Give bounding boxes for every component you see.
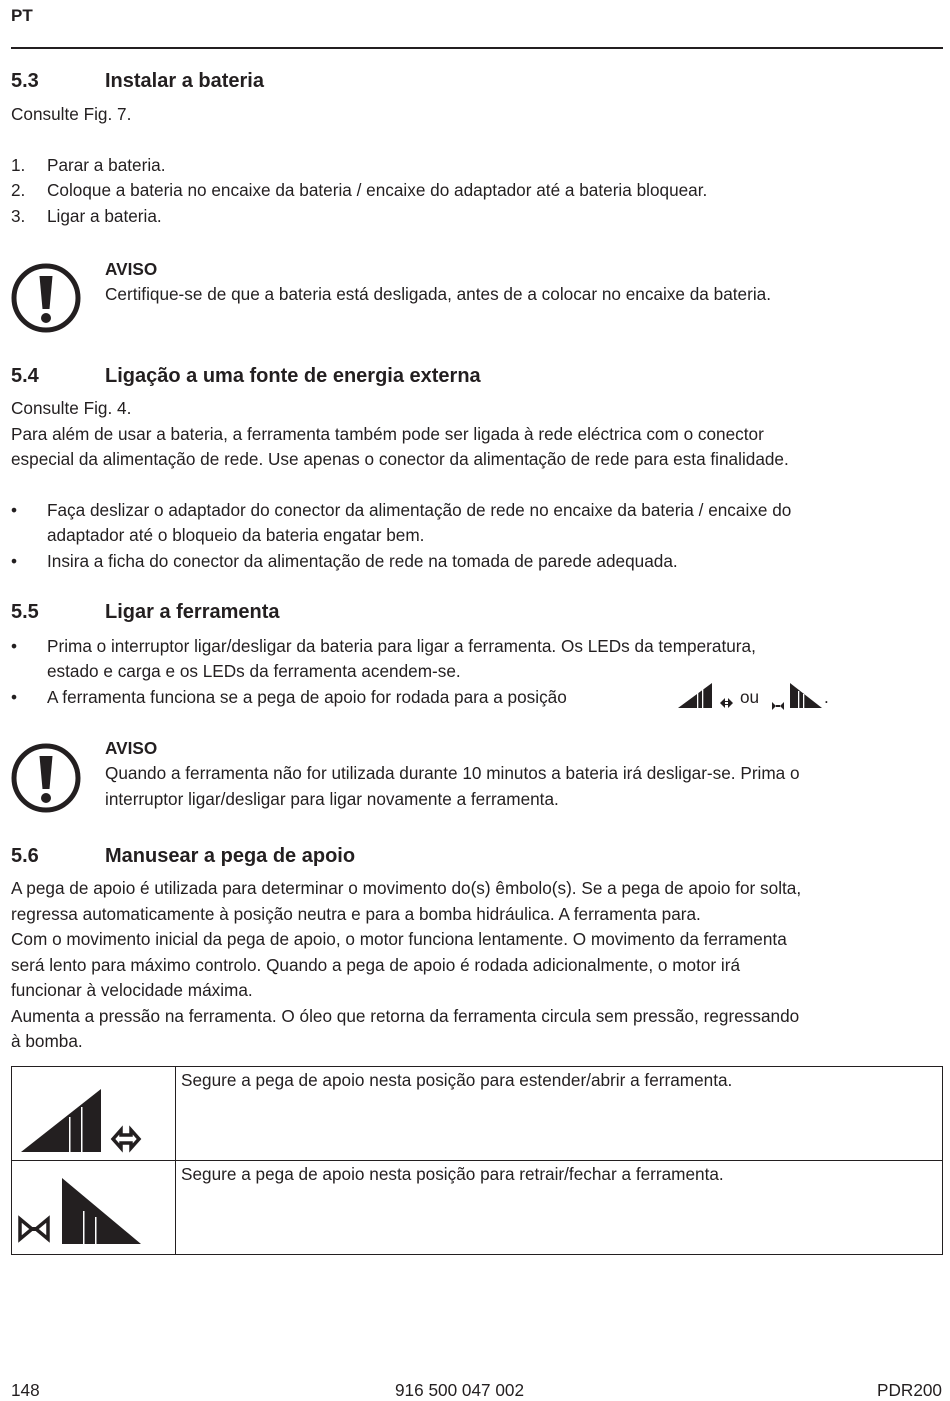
figure-reference: Consulte Fig. 7. [11, 104, 132, 124]
warning-title: AVISO [105, 738, 158, 758]
warning-text: Certifique-se de que a bateria está desligada, antes de a colocar no encaixe da bateria. [105, 284, 771, 304]
section-heading-5-4 [11, 365, 481, 388]
or-text: ou [740, 687, 760, 707]
table-description: Segure a pega de apoio nesta posição para estender/abrir a ferramenta. [176, 1067, 943, 1161]
section-title: Manusear a pega de apoio [105, 845, 356, 867]
section-number: 5.4 [11, 365, 39, 387]
section-title: Ligação a uma fonte de energia externa [105, 365, 481, 387]
warning-exclamation-icon [10, 742, 82, 814]
bullet-mark: • [11, 687, 18, 707]
section-heading-5-5 [11, 601, 280, 624]
table-icon-cell [12, 1161, 176, 1255]
section-heading-5-3 [11, 70, 264, 93]
table-icon-cell [12, 1067, 176, 1161]
section-title: Ligar a ferramenta [105, 601, 280, 623]
handle-positions-table [11, 1066, 943, 1255]
paragraph-line: Aumenta a pressão na ferramenta. O óleo que retorna da ferramenta circula sem pressão, regressando [11, 1006, 800, 1026]
bullet-text: Prima o interruptor ligar/desligar da bateria para ligar a ferramenta. Os LEDs da temperatura, [47, 636, 756, 656]
table-row [12, 1161, 943, 1255]
bullet-mark: • [11, 500, 18, 520]
bullet-text: Insira a ficha do conector da alimentação de rede na tomada de parede adequada. [47, 551, 678, 571]
bullet-text: A ferramenta funciona se a pega de apoio for rodada para a posição [47, 687, 567, 707]
document-number: 916 500 047 002 [395, 1380, 525, 1400]
step-text: Parar a bateria. [47, 155, 166, 175]
product-model: PDR200 [877, 1380, 942, 1400]
table-row [12, 1067, 943, 1161]
bullet-text: estado e carga e os LEDs da ferramenta acendem-se. [47, 661, 461, 681]
paragraph-line: funcionar à velocidade máxima. [11, 980, 253, 1000]
step-text: Coloque a bateria no encaixe da bateria / encaixe do adaptador até a bateria bloquear. [47, 180, 708, 200]
extend-handle-small-icon [676, 681, 734, 711]
paragraph-line: regressa automaticamente à posição neutra e para a bomba hidráulica. A ferramenta para. [11, 904, 701, 924]
step-number: 1. [11, 155, 26, 175]
paragraph-line: à bomba. [11, 1031, 83, 1051]
retract-handle-small-icon [770, 681, 824, 711]
bullet-mark: • [11, 636, 18, 656]
bullet-mark: • [11, 551, 18, 571]
section-number: 5.6 [11, 845, 39, 867]
bullet-text: adaptador até o bloqueio da bateria engatar bem. [47, 525, 425, 545]
step-number: 3. [11, 206, 26, 226]
retract-handle-icon [12, 1161, 172, 1249]
step-number: 2. [11, 180, 26, 200]
paragraph-line: especial da alimentação de rede. Use apenas o conector da alimentação de rede para esta finalidade. [11, 449, 789, 469]
warning-exclamation-icon [10, 262, 82, 334]
page-number: 148 [11, 1380, 40, 1400]
section-heading-5-6 [11, 845, 355, 868]
step-text: Ligar a bateria. [47, 206, 162, 226]
warning-title: AVISO [105, 259, 158, 279]
paragraph-line: será lento para máximo controlo. Quando a pega de apoio é rodada adicionalmente, o motor irá [11, 955, 741, 975]
language-code: PT [11, 6, 33, 25]
warning-text: interruptor ligar/desligar para ligar novamente a ferramenta. [105, 789, 559, 809]
extend-handle-icon [12, 1067, 172, 1155]
section-number: 5.5 [11, 601, 39, 623]
header-rule [11, 47, 943, 49]
sentence-end: . [824, 687, 829, 707]
section-number: 5.3 [11, 70, 39, 92]
section-title: Instalar a bateria [105, 70, 264, 92]
paragraph-line: Para além de usar a bateria, a ferramenta também pode ser ligada à rede eléctrica com o conector [11, 424, 764, 444]
table-description: Segure a pega de apoio nesta posição para retrair/fechar a ferramenta. [176, 1161, 943, 1255]
figure-reference: Consulte Fig. 4. [11, 398, 132, 418]
warning-text: Quando a ferramenta não for utilizada durante 10 minutos a bateria irá desligar-se. Prima o [105, 763, 800, 783]
paragraph-line: A pega de apoio é utilizada para determinar o movimento do(s) êmbolo(s). Se a pega de apoio for solta, [11, 878, 802, 898]
paragraph-line: Com o movimento inicial da pega de apoio, o motor funciona lentamente. O movimento da ferramenta [11, 929, 787, 949]
bullet-text: Faça deslizar o adaptador do conector da alimentação de rede no encaixe da bateria / encaixe do [47, 500, 792, 520]
